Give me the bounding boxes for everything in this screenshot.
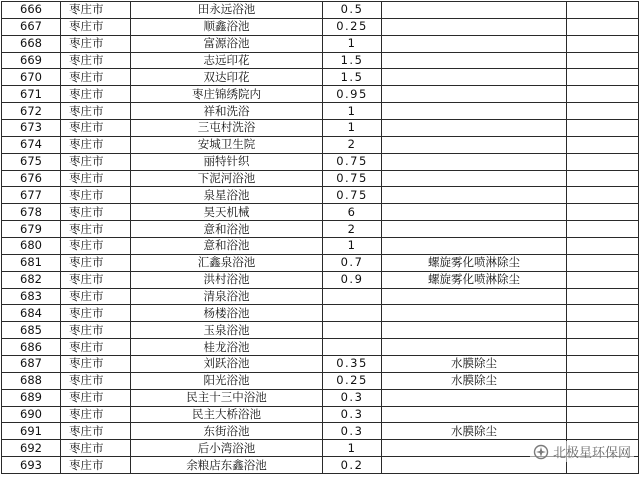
table-row: [2, 2, 639, 19]
city-cell: 枣庄市: [61, 170, 131, 187]
measure-cell: [382, 288, 567, 305]
value-cell: 0.35: [323, 356, 382, 373]
city-cell: 枣庄市: [61, 69, 131, 86]
table-body: [2, 2, 639, 474]
empty-cell: [567, 372, 639, 389]
row-number: 689: [2, 389, 61, 406]
table-row: [2, 52, 639, 69]
value-cell: 0.95: [323, 86, 382, 103]
table-row: [2, 18, 639, 35]
value-cell: 1: [323, 35, 382, 52]
value-cell: 6: [323, 204, 382, 221]
row-number: 692: [2, 440, 61, 457]
city-cell: 枣庄市: [61, 136, 131, 153]
empty-cell: [567, 406, 639, 423]
empty-cell: [567, 86, 639, 103]
city-cell: 枣庄市: [61, 288, 131, 305]
row-number: 679: [2, 221, 61, 238]
name-cell: 后小湾浴池: [131, 440, 323, 457]
row-number: 693: [2, 457, 61, 474]
name-cell: 志远印花: [131, 52, 323, 69]
name-cell: 意和浴池: [131, 221, 323, 238]
empty-cell: [567, 153, 639, 170]
name-cell: 民主十三中浴池: [131, 389, 323, 406]
value-cell: 1.5: [323, 52, 382, 69]
table-row: [2, 305, 639, 322]
value-cell: 0.75: [323, 187, 382, 204]
empty-cell: [567, 120, 639, 137]
empty-cell: [567, 69, 639, 86]
empty-cell: [567, 170, 639, 187]
row-number: 673: [2, 120, 61, 137]
row-number: 690: [2, 406, 61, 423]
table-row: [2, 423, 639, 440]
value-cell: 0.3: [323, 389, 382, 406]
name-cell: 刘跃浴池: [131, 356, 323, 373]
name-cell: 枣庄锦绣院内: [131, 86, 323, 103]
table-row: [2, 372, 639, 389]
value-cell: 0.3: [323, 406, 382, 423]
measure-cell: 螺旋雾化喷淋除尘: [382, 271, 567, 288]
table-row: [2, 86, 639, 103]
value-cell: 0.75: [323, 170, 382, 187]
row-number: 670: [2, 69, 61, 86]
row-number: 668: [2, 35, 61, 52]
city-cell: 枣庄市: [61, 238, 131, 255]
empty-cell: [567, 288, 639, 305]
value-cell: [323, 305, 382, 322]
table-row: [2, 69, 639, 86]
value-cell: 0.5: [323, 2, 382, 19]
value-cell: 1: [323, 440, 382, 457]
city-cell: 枣庄市: [61, 18, 131, 35]
value-cell: 2: [323, 221, 382, 238]
watermark: [530, 441, 634, 462]
name-cell: 顺鑫浴池: [131, 18, 323, 35]
measure-cell: [382, 339, 567, 356]
value-cell: [323, 288, 382, 305]
empty-cell: [567, 103, 639, 120]
table-row: [2, 254, 639, 271]
empty-cell: [567, 356, 639, 373]
table-row: [2, 136, 639, 153]
table-row: [2, 389, 639, 406]
measure-cell: [382, 69, 567, 86]
empty-cell: [567, 238, 639, 255]
city-cell: 枣庄市: [61, 406, 131, 423]
measure-cell: 水膜除尘: [382, 372, 567, 389]
table-row: [2, 187, 639, 204]
value-cell: [323, 339, 382, 356]
value-cell: 0.7: [323, 254, 382, 271]
row-number: 682: [2, 271, 61, 288]
row-number: 681: [2, 254, 61, 271]
measure-cell: [382, 170, 567, 187]
city-cell: 枣庄市: [61, 204, 131, 221]
name-cell: 余粮店东鑫浴池: [131, 457, 323, 474]
data-table: [1, 1, 639, 474]
name-cell: 桂龙浴池: [131, 339, 323, 356]
name-cell: 富源浴池: [131, 35, 323, 52]
row-number: 671: [2, 86, 61, 103]
city-cell: 枣庄市: [61, 305, 131, 322]
row-number: 678: [2, 204, 61, 221]
name-cell: 田永远浴池: [131, 2, 323, 19]
city-cell: 枣庄市: [61, 86, 131, 103]
measure-cell: [382, 2, 567, 19]
city-cell: 枣庄市: [61, 372, 131, 389]
name-cell: 昊天机械: [131, 204, 323, 221]
city-cell: 枣庄市: [61, 457, 131, 474]
row-number: 676: [2, 170, 61, 187]
measure-cell: [382, 18, 567, 35]
empty-cell: [567, 2, 639, 19]
table-row: [2, 356, 639, 373]
measure-cell: [382, 406, 567, 423]
name-cell: 安城卫生院: [131, 136, 323, 153]
measure-cell: [382, 204, 567, 221]
row-number: 686: [2, 339, 61, 356]
city-cell: 枣庄市: [61, 423, 131, 440]
row-number: 667: [2, 18, 61, 35]
empty-cell: [567, 35, 639, 52]
empty-cell: [567, 136, 639, 153]
measure-cell: [382, 322, 567, 339]
city-cell: 枣庄市: [61, 254, 131, 271]
name-cell: 汇鑫泉浴池: [131, 254, 323, 271]
row-number: 691: [2, 423, 61, 440]
row-number: 688: [2, 372, 61, 389]
name-cell: 阳光浴池: [131, 372, 323, 389]
measure-cell: [382, 136, 567, 153]
value-cell: 0.25: [323, 372, 382, 389]
empty-cell: [567, 389, 639, 406]
name-cell: 清泉浴池: [131, 288, 323, 305]
table-row: [2, 204, 639, 221]
city-cell: 枣庄市: [61, 271, 131, 288]
name-cell: 三屯村洗浴: [131, 120, 323, 137]
city-cell: 枣庄市: [61, 153, 131, 170]
city-cell: 枣庄市: [61, 440, 131, 457]
value-cell: 1: [323, 238, 382, 255]
name-cell: 下泥河浴池: [131, 170, 323, 187]
measure-cell: [382, 86, 567, 103]
value-cell: 2: [323, 136, 382, 153]
table-row: [2, 271, 639, 288]
table-row: [2, 406, 639, 423]
row-number: 666: [2, 2, 61, 19]
value-cell: [323, 322, 382, 339]
empty-cell: [567, 423, 639, 440]
measure-cell: 水膜除尘: [382, 356, 567, 373]
table-row: [2, 238, 639, 255]
name-cell: 民主大桥浴池: [131, 406, 323, 423]
name-cell: 泉星浴池: [131, 187, 323, 204]
name-cell: 洪村浴池: [131, 271, 323, 288]
city-cell: 枣庄市: [61, 52, 131, 69]
row-number: 687: [2, 356, 61, 373]
table-row: [2, 103, 639, 120]
measure-cell: 螺旋雾化喷淋除尘: [382, 254, 567, 271]
row-number: 683: [2, 288, 61, 305]
polaris-logo-icon: [533, 444, 549, 460]
empty-cell: [567, 204, 639, 221]
measure-cell: 水膜除尘: [382, 423, 567, 440]
name-cell: 意和浴池: [131, 238, 323, 255]
empty-cell: [567, 271, 639, 288]
measure-cell: [382, 187, 567, 204]
empty-cell: [567, 221, 639, 238]
measure-cell: [382, 389, 567, 406]
table-row: [2, 322, 639, 339]
row-number: 675: [2, 153, 61, 170]
empty-cell: [567, 322, 639, 339]
watermark-text: 北极星环保网: [552, 446, 631, 461]
empty-cell: [567, 305, 639, 322]
value-cell: 1: [323, 120, 382, 137]
city-cell: 枣庄市: [61, 322, 131, 339]
value-cell: 1.5: [323, 69, 382, 86]
measure-cell: [382, 35, 567, 52]
measure-cell: [382, 221, 567, 238]
value-cell: 0.9: [323, 271, 382, 288]
measure-cell: [382, 305, 567, 322]
table-row: [2, 221, 639, 238]
empty-cell: [567, 339, 639, 356]
measure-cell: [382, 52, 567, 69]
empty-cell: [567, 187, 639, 204]
row-number: 684: [2, 305, 61, 322]
name-cell: 祥和洗浴: [131, 103, 323, 120]
empty-cell: [567, 52, 639, 69]
city-cell: 枣庄市: [61, 221, 131, 238]
empty-cell: [567, 254, 639, 271]
table-row: [2, 288, 639, 305]
value-cell: 0.75: [323, 153, 382, 170]
name-cell: 东街浴池: [131, 423, 323, 440]
name-cell: 丽特针织: [131, 153, 323, 170]
row-number: 669: [2, 52, 61, 69]
table-row: [2, 120, 639, 137]
city-cell: 枣庄市: [61, 356, 131, 373]
name-cell: 双达印花: [131, 69, 323, 86]
table-row: [2, 35, 639, 52]
city-cell: 枣庄市: [61, 120, 131, 137]
value-cell: 0.3: [323, 423, 382, 440]
city-cell: 枣庄市: [61, 2, 131, 19]
city-cell: 枣庄市: [61, 187, 131, 204]
row-number: 685: [2, 322, 61, 339]
city-cell: 枣庄市: [61, 339, 131, 356]
measure-cell: [382, 103, 567, 120]
row-number: 674: [2, 136, 61, 153]
row-number: 672: [2, 103, 61, 120]
value-cell: 1: [323, 103, 382, 120]
measure-cell: [382, 238, 567, 255]
city-cell: 枣庄市: [61, 103, 131, 120]
city-cell: 枣庄市: [61, 389, 131, 406]
name-cell: 杨楼浴池: [131, 305, 323, 322]
table-row: [2, 153, 639, 170]
measure-cell: [382, 120, 567, 137]
row-number: 677: [2, 187, 61, 204]
empty-cell: [567, 18, 639, 35]
value-cell: 0.2: [323, 457, 382, 474]
table-row: [2, 170, 639, 187]
city-cell: 枣庄市: [61, 35, 131, 52]
measure-cell: [382, 153, 567, 170]
row-number: 680: [2, 238, 61, 255]
name-cell: 玉泉浴池: [131, 322, 323, 339]
value-cell: 0.25: [323, 18, 382, 35]
table-row: [2, 339, 639, 356]
